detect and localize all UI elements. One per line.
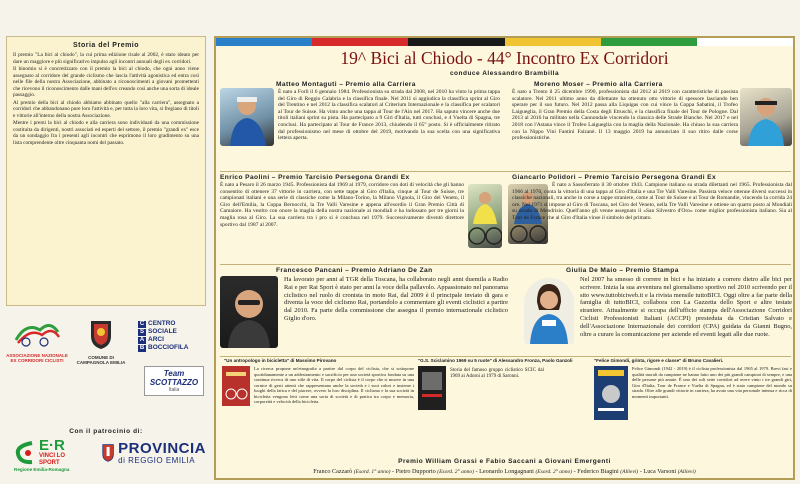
youth-name: Luca Varsoni [643,468,677,475]
moser-text: È nato a Trento il 25 dicembre 1990, professionista dal 2012 al 2019 con caratteristiche di passista scalatore. Nel 2011 ultimo anno da dilettante ha ottenuto otto vittorie di spessore lasciando ben sperare per il suo futuro. Nel 2012 passa alla Liquigas con cui vince la Coppa Sabatini, il Trofeo Laigueglia, il Gran Premio della Costa degli Etruschi, e la classifica finale del Tour de Pologne. Dal 2013 al 2016 ha militato nella Cannondale vincendo la classica delle Strade Bianche. Nel 2017 e nel 2018 con l'Astana vince il Trofeo Laigueglia con la maglia della Nazionale. Ha chiuso la sua carriera con la Nippo Vini Fantini Faizanè. Il 13 maggio 2019 ha annunciato il suo ritiro dalle corse professionistiche. [512,89,738,142]
demaio-photo [524,278,574,344]
book2-title: "G.S. Sciclamino 1969 su 5 ruote" di Alessandro Fronza, Paolo Ganzoli [418,358,573,363]
er-sub: Regione Emilia-Romagna [14,467,70,472]
history-title: Storia del Premio [72,42,140,49]
paolini-title: Enrico Paolini – Premio Tarcisio Persegona Grandi Ex [220,174,410,181]
polidori-text: È nato a Sassoferrato il 30 ottobre 1943. Campione italiano su strada dilettanti nel 1965. Professionista dal 1966 al 1976, conta la vittoria di una tappa al Giro d'Italia e una Tre Valli Varesine. Passista veloce ottenne diversi successi in classiche nazionali, tra anche in corse a tappe straniere, come al Tour de Suisse e al Tour de Romandie, vincendo la corrida 24 ore. Nel 1971 si impone al Giro di Toscana, nel Giro del Veneto, nella Tre Valli Varesine e ottiene un quarto posto ai Mondiali su strada di Mendrisio. Quell'anno gli venne assegnato il «San Silvestro d'Oro» come miglior professionista italiano. Sia al Tour de France che al Giro d'Italia vinse il simbolo del primato. [512,182,792,221]
er-title: E·R [39,437,65,454]
pancani-text: Ha lavorato per anni al TGR della Toscana, ha collaborato negli anni duemila a Radio Rai e per Rai Sport è stato per anni la voce della pallavolo. Appassionato nel panorama ciclistico nel ruolo di cronista in moto Rai, dal 2009 è il principale inviato di gara e diventa la voce del ciclismo Rai, portandolo a commentare gli eventi ciclistici a partire dal 2010. Fa parte della commissione che assegna il premio internazionale ciclistico Giglio d'oro. [284,276,508,322]
history-paragraph: Mentre i premi la bici al chiodo e alla carriera sono individuati da una commissione costituita da dirigenti, nostri associati ed esperti del settore, il premio "grandi ex" esce da un sondaggio fra i presenti agli incontri che esprimono il loro gradimento su una lista comprendente oltre cinquanta nomi del passato. [13,120,199,146]
book3-cover [594,366,628,420]
youth-name: Leonardo Longagnani [479,468,534,475]
cyclist-photo-icon [220,88,274,146]
main-panel [214,36,795,480]
person-photo-icon [220,276,278,348]
youth-name: Franco Cazzarò [313,468,353,475]
history-paragraph: Al premio della bici al chiodo abbiamo abbinato quello "alla carriera", assegnato a corridori che abbandonano pure loro l'attività e, per tutta la loro vita, si fregiano di titoli e vittorie all'interno della nostra Associazione. [13,99,199,119]
team-logo [144,366,204,396]
coat-of-arms-icon [88,318,114,350]
stripe [601,38,697,46]
cyclist-photo-icon [740,88,792,146]
divider [220,264,791,265]
youth-name: Federico Biagini [577,468,619,475]
divider [220,171,791,172]
csab-logo [138,320,206,352]
province-crest-icon [102,441,114,465]
cyclist-icon [12,318,62,348]
book-cover-icon [594,366,628,420]
province-name: PROVINCIA [118,440,206,457]
province-sub: di REGGIO EMILIA [118,456,196,465]
province-logo [102,441,206,475]
demaio-text: Nel 2007 ha smesso di correre in bici e ha iniziato a correre dietro alle bici per scrivere. Inizia la sua avventura nel giornalismo sportivo nel 2010 scrivendo per il sito www.tuttobiciweb.it e la rivista mensile tuttoBICI. Oggi oltre a far parte della famiglia di tuttoBICI, collabora con La Gazzetta dello Sport e altre testate straniere. Attualmente si occupa dell'ufficio stampa dell'Associazione Corridori Ciclisti Professionisti Italiani (ACCPI) presieduta da Cristian Salvato e dell'Associazione Internazionale dei corridori (CPA) guidata da Gianni Bugno, oltre a curare la comunicazione per aziende ed eventi legati alle due ruote. [580,276,792,338]
team-sub: Italia [168,387,180,393]
csab-line: S SOCIALE [139,328,177,335]
montaguti-photo [220,88,274,146]
cyclist-photo-icon [468,184,502,248]
book2-text: Storia del famoso gruppo ciclistico SCIC dal 1969 ai Adorni al 1979 di Saronni. [450,368,544,380]
paolini-photo [468,184,502,248]
montaguti-text: È nato a Forlì il 6 gennaio 1984. Professionista su strada dal 2008, nel 2010 ha vinto la prima tappa del Giro di Reggio Calabria e la classifica finale. Nel 2011 si aggiudica la classifica sprint al Giro del Trentino e nel 2012 la classifica scalatori al Criterium Internazionale e la classifica per scalatori al Tour de Suisse. Ha vinto anche una tappa al Tour de l'Ain nel 2017. Ha saputo vincere anche due titoli italiani sprint su pista. Ha partecipato a 9 Giri d'Italia, tutti conclusi, e 4 Vuelta di Spagna, tre conclusi. Ha partecipato al Tour de France 2013, chiudendo il 65° posto. Si è ufficialmente ritirato dal professionismo nel mese di ottobre del 2019, motivando la sua scelta con una significativa lettera aperta. [278,89,500,142]
stripe [408,38,504,46]
er-swoosh-icon [14,440,36,466]
association-name: ASSOCIAZIONE NAZIONALE EX CORRIDORI CICLISTI [6,353,68,363]
youth-award-title: Premio William Grassi e Fabio Saccani a Giovani Emergenti [398,458,611,465]
comune-name: COMUNE DI CAMPAGNOLA EMILIA [76,355,126,365]
er-logo [14,438,84,476]
sponsor-logos [6,318,206,408]
rainbow-stripes [216,38,793,46]
youth-category: (Esord. 1° anno) [353,469,391,475]
paolini-text: È nato a Pesaro il 26 marzo 1945. Professionista dal 1969 al 1979, corridore con doti di velocità che gli hanno consentito di ottenere 37 vittorie in carriera, con sette tappe al Giro d'Italia, cinque al Tour de Suisse, tre campionati italiani e una serie di classiche come la Milano-Torino, la Milano Vignola, il Giro del Veneto, il Giro dell'Emilia, la Coppa Bernocchi, la Tre Valli Varesine e appena all'esordio il Gran Premio Città di Camaiore. Ha vestito con onore la maglia della nostra nazionale ai mondiali e ha indossato per tre giorni la maglia rosa al Giro. La sua carriera tra i pro si è conclusa nel 1979. Successivamente diventò direttore sportivo dal 1987 al 2007. [220,182,464,228]
er-line: VINCI LO [39,453,66,459]
book-cover-icon [418,366,446,410]
left-column [6,36,206,476]
youth-award-names: Franco Cazzarò (Esord. 1° anno) - Pietro Dupporto (Esord. 2° anno) - Leonardo Longagnani (Esord. 2° anno) - Federico Biagini (Allievi) - Luca Varsoni (Allievi) [313,468,696,475]
stripe [216,38,312,46]
pancani-photo [220,276,278,348]
stripe [312,38,408,46]
history-paragraph: Il binomio si è concretizzato con il premio la bici al chiodo, che ogni anno viene assegnato al corridore del grande ciclismo che lascia l'attività agonistica ed entra così nelle file della nostra Associazione, abbinato a riconoscimenti a giovani promettenti che ricevono il riconoscimento dalle mani dell'ex creando così anche una sorta di ideale passaggio. [13,66,199,98]
csab-line: C CENTRO [139,320,176,327]
patronage-title: Con il patrocinio di: [69,428,143,435]
association-logo [6,318,68,363]
conductor-line: conduce Alessandro Brambilla [449,70,560,77]
stripe [697,38,793,46]
page-title: 19^ Bici al Chiodo - 44° Incontro Ex Corridori [340,48,669,68]
comune-logo [76,318,126,365]
book1-title: "Un antropologo in bicicletta" di Massimo Pirovano [224,358,337,363]
book3-text: Felice Gimondi (1942 - 2019) è il ciclista professionista dal 1965 al 1979. Brevi fasi e qualità morali da campione ne hanno fatto uno dei più grandi campioni di sempre, e una delle persone più amate. È uno dei soli sette corridori ad avere vinto i tre grandi giri, Giro d'Italia, Tour de France e Vuelta di Spagna, ed è stato campione del mondo su strada. Oltre alle grandi vittorie in carriera, ha avuto una vita personale intensa e ricca di momenti importanti. [632,366,792,399]
polidori-title: Giancarlo Polidori – Premio Tarcisio Persegona Grandi Ex [512,174,717,181]
team-name: Team SCOTTAZZO [149,369,199,387]
history-paragraph: Il premio "La bici al chiodo", la cui prima edizione risale al 2002, è stato ideato per dare un maggiore e più significativo impulso agli incontri annuali degli ex corridori. [13,52,199,65]
youth-category: (Esord. 2° anno) [437,469,474,475]
book1-cover [222,366,250,406]
demaio-title: Giulia De Maio – Premio Stampa [566,267,679,274]
history-box [6,36,206,306]
divider [220,356,791,357]
book-cover-icon [222,366,250,406]
youth-category: (Esord. 2° anno) [535,469,573,475]
book3-title: "Felice Gimondi, grinta, rigore e classe" di Bruno Cavalieri. [594,358,724,363]
youth-name: Pietro Dupporto [395,468,436,475]
csab-line: B BOCCIOFILA [139,344,189,351]
person-photo-icon [524,278,574,344]
pancani-title: Francesco Pancani – Premio Adriano De Zan [276,267,433,274]
er-line: SPORT [39,460,60,466]
book2-cover [418,366,446,410]
montaguti-title: Matteo Montaguti – Premio alla Carriera [276,81,416,88]
book1-text: La ricerca propone un'etnografia a partire dal corpo del ciclista, che si sottopone quotidianamente a un addestramento e sacrificio per una società sportiva fondata su una continua ricerca di uno stile di vita. Il corpo del ciclista è il corpo che si muove in una cornice di gesti attenti che rappresentano anche la società e i suoi valori e insieme i luoghi della fatica e del piacere, ovvero la loro disciplina. Il ciclismo e la sua società in bicicletta vengono letti come una sorta di società e di pratica tra corpo e memoria, corporeità e velocità della bicicletta. [254,366,414,404]
moser-title: Moreno Moser – Premio alla Carriera [534,81,663,88]
youth-category: (Allievi) [677,469,696,475]
moser-photo [740,88,792,146]
stripe [505,38,601,46]
youth-category: (Allievi) [620,469,639,475]
csab-line: A ARCI [139,336,164,343]
